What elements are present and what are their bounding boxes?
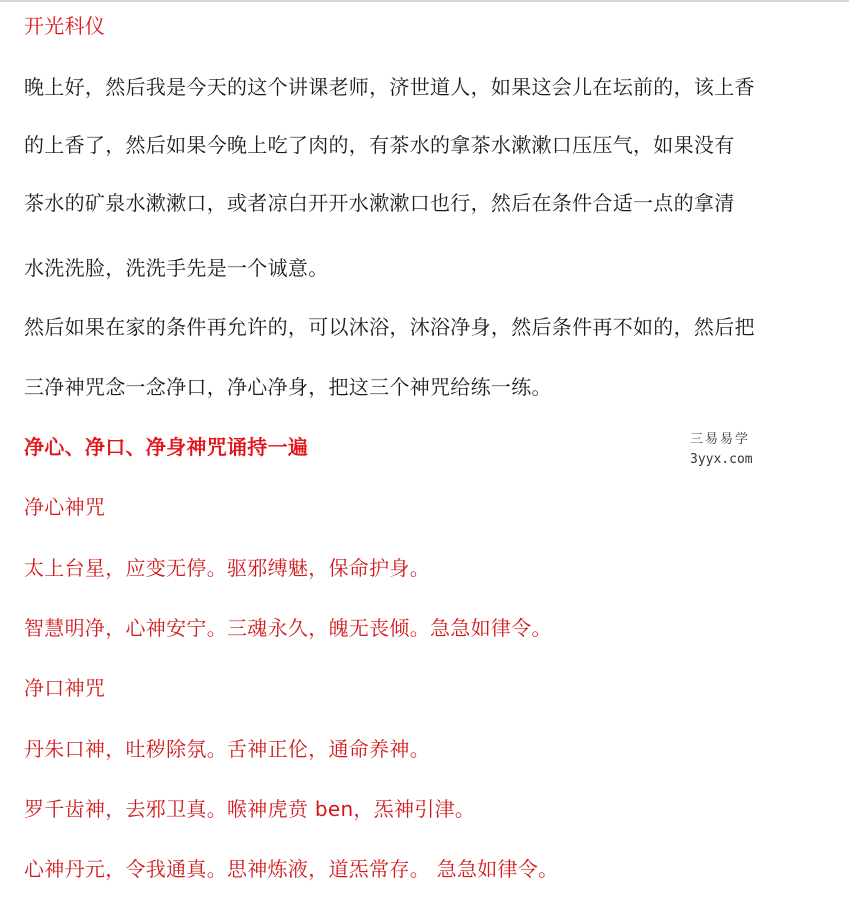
jingkou-line: 丹朱口神，吐秽除氛。舌神正伦，通命养神。 — [24, 737, 430, 761]
paragraph-line: 然后如果在家的条件再允许的，可以沐浴，沐浴净身，然后条件再不如的，然后把 — [24, 315, 755, 339]
jingxin-heading: 净心神咒 — [24, 495, 106, 519]
paragraph-line: 的上香了，然后如果今晚上吃了肉的，有茶水的拿茶水漱漱口压压气，如果没有 — [24, 133, 735, 157]
watermark-url: 3yyx.com — [690, 452, 753, 467]
site-watermark — [690, 430, 753, 470]
jingxin-line: 太上台星，应变无停。驱邪缚魅，保命护身。 — [24, 556, 430, 580]
paragraph-line: 茶水的矿泉水漱漱口，或者凉白开开水漱漱口也行，然后在条件合适一点的拿清 — [24, 191, 735, 215]
paragraph-line: 三净神咒念一念净口，净心净身，把这三个神咒给练一练。 — [24, 375, 552, 399]
watermark-name: 三易易学 — [690, 432, 751, 447]
top-divider — [0, 0, 849, 2]
jingkou-line: 罗千齿神，去邪卫真。喉神虎贲 ben，炁神引津。 — [24, 797, 476, 821]
paragraph-line: 水洗洗脸，洗洗手先是一个诚意。 — [24, 256, 329, 280]
jingkou-line: 心神丹元，令我通真。思神炼液，道炁常存。 急急如律令。 — [24, 857, 559, 881]
section-heading: 净心、净口、净身神咒诵持一遍 — [24, 435, 309, 459]
jingkou-heading: 净口神咒 — [24, 676, 106, 700]
page-title: 开光科仪 — [24, 14, 106, 38]
paragraph-line: 晚上好，然后我是今天的这个讲课老师，济世道人，如果这会儿在坛前的，该上香 — [24, 75, 755, 99]
jingxin-line: 智慧明净，心神安宁。三魂永久，魄无丧倾。急急如律令。 — [24, 616, 552, 640]
